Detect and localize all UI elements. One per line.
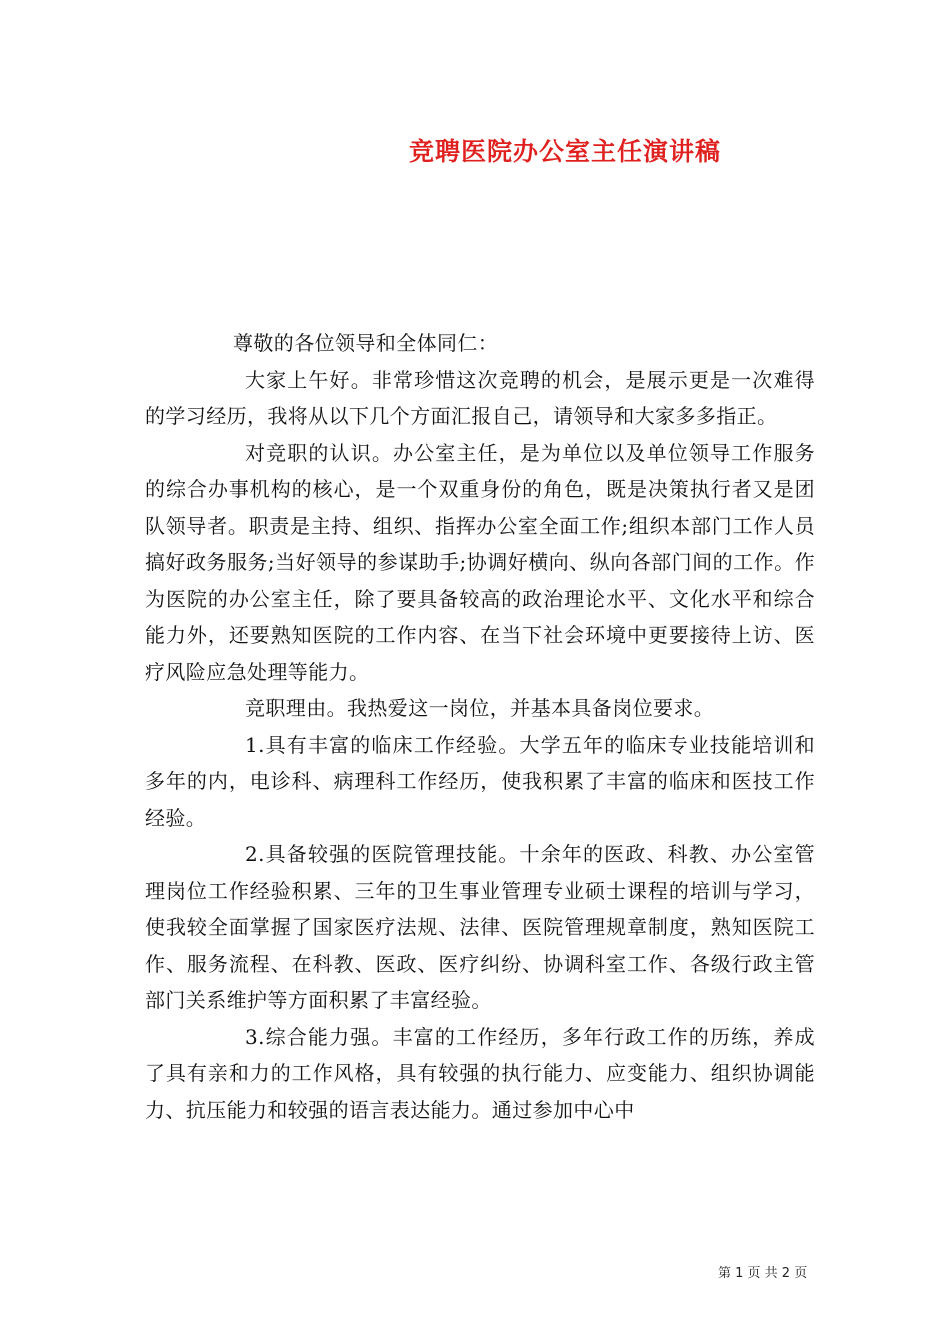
paragraph-reasons: 竞职理由。我热爱这一岗位，并基本具备岗位要求。	[245, 696, 715, 720]
paragraph-understanding: 对竞职的认识。办公室主任，是为单位以及单位领导工作服务的综合办事机构的核心，是一个双重身份的角色，既是决策执行者又是团队领导者。职责是主持、组织、指挥办公室全面工作;组织本部门工作人员搞好政务服务;当好领导的参谋助手;协调好横向、纵向各部门间的工作。作为医院的办公室主任，除了要具备较高的政治理论水平、文化水平和综合能力外，还要熟知医院的工作内容、在当下社会环境中更要接待上访、医疗风险应急处理等能力。	[145, 440, 815, 684]
paragraph-management-skills: 2.具备较强的医院管理技能。十余年的医政、科教、办公室管理岗位工作经验积累、三年的卫生事业管理专业硕士课程的培训与学习，使我较全面掌握了国家医疗法规、法律、医院管理规章制度，熟知医院工作、服务流程、在科教、医政、医疗纠纷、协调科室工作、各级行政主管部门关系维护等方面积累了丰富经验。	[145, 842, 815, 1012]
paragraph-clinical-experience: 1.具有丰富的临床工作经验。大学五年的临床专业技能培训和多年的内，电诊科、病理科工作经历，使我积累了丰富的临床和医技工作经验。	[145, 732, 815, 830]
salutation: 尊敬的各位领导和全体同仁：	[233, 331, 499, 355]
paragraph-greeting: 大家上午好。非常珍惜这次竞聘的机会，是展示更是一次难得的学习经历，我将从以下几个方面汇报自己，请领导和大家多多指正。	[145, 367, 815, 428]
document-title: 竞聘医院办公室主任演讲稿	[408, 137, 721, 166]
document-body	[145, 325, 815, 1128]
page-number: 第 1 页 共 2 页	[718, 1266, 808, 1281]
paragraph-comprehensive-ability: 3.综合能力强。丰富的工作经历，多年行政工作的历练，养成了具有亲和力的工作风格，具有较强的执行能力、应变能力、组织协调能力、抗压能力和较强的语言表达能力。通过参加中心中	[145, 1024, 815, 1122]
